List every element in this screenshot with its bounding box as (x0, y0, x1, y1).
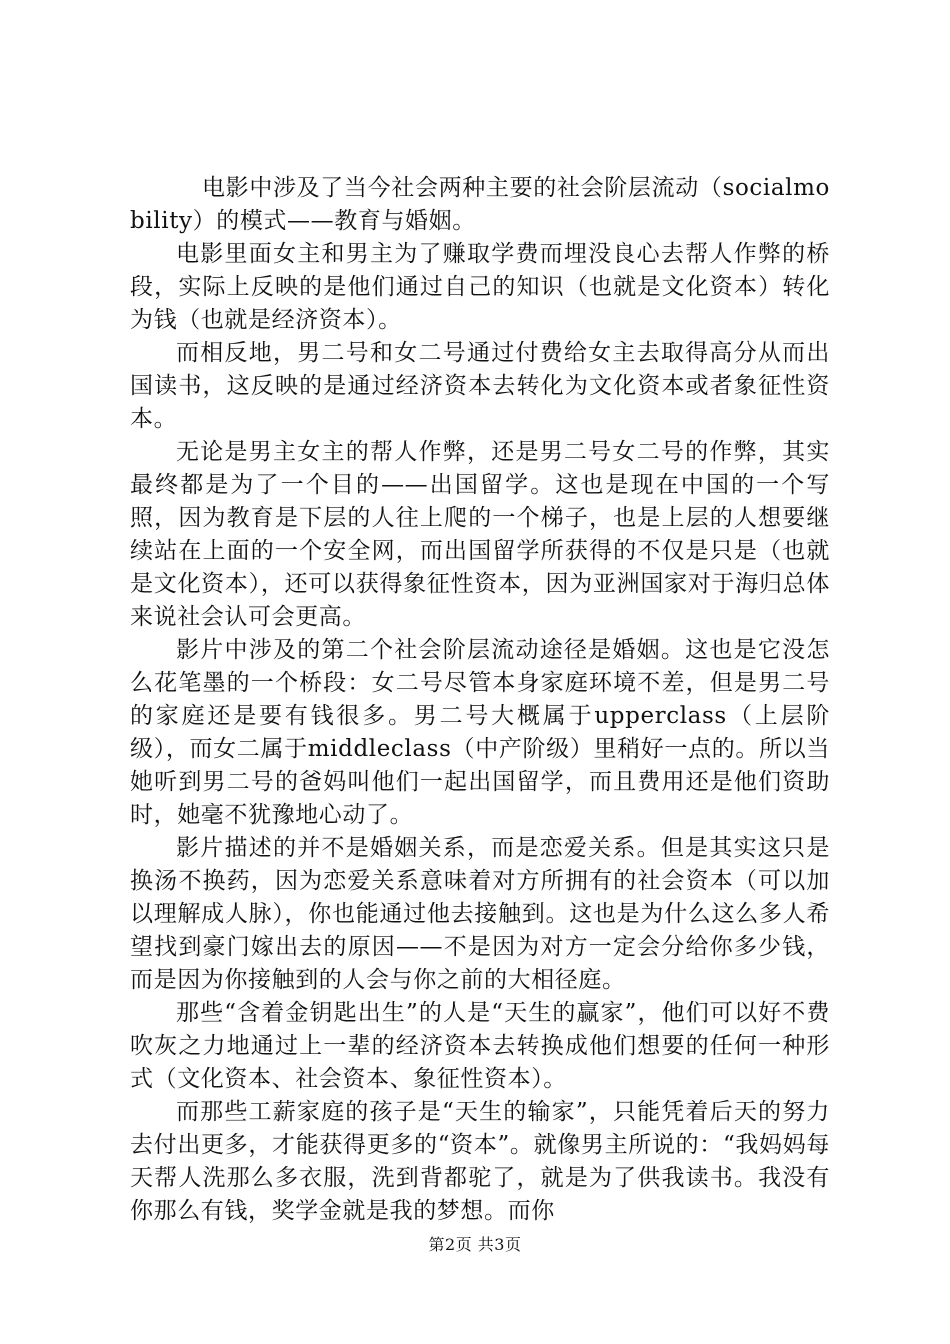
paragraph-8: 而那些工薪家庭的孩子是“天生的输家”，只能凭着后天的努力去付出更多，才能获得更多的“资本”。就像男主所说的：“我妈妈每天帮人洗那么多衣服，洗到背都驼了，就是为了供我读书。我没有你那么有钱，奖学金就是我的梦想。而你 (130, 1099, 830, 1224)
paragraph-7: 那些“含着金钥匙出生”的人是“天生的赢家”，他们可以好不费吹灰之力地通过上一辈的经济资本去转换成他们想要的任何一种形式（文化资本、社会资本、象征性资本）。 (130, 1000, 830, 1092)
paragraph-4: 无论是男主女主的帮人作弊，还是男二号女二号的作弊，其实最终都是为了一个目的——出国留学。这也是现在中国的一个写照，因为教育是下层的人往上爬的一个梯子，也是上层的人想要继续站在上面的一个安全网，而出国留学所获得的不仅是只是（也就是文化资本），还可以获得象征性资本，因为亚洲国家对于海归总体来说社会认可会更高。 (130, 439, 830, 630)
document-body (130, 172, 830, 1228)
paragraph-2: 电影里面女主和男主为了赚取学费而埋没良心去帮人作弊的桥段，实际上反映的是他们通过自己的知识（也就是文化资本）转化为钱（也就是经济资本）。 (130, 241, 830, 333)
paragraph-1: 电影中涉及了当今社会两种主要的社会阶层流动（socialmobility）的模式——教育与婚姻。 (130, 175, 830, 234)
paragraph-6: 影片描述的并不是婚姻关系，而是恋爱关系。但是其实这只是换汤不换药，因为恋爱关系意味着对方所拥有的社会资本（可以加以理解成人脉），你也能通过他去接触到。这也是为什么这么多人希望找到豪门嫁出去的原因——不是因为对方一定会分给你多少钱，而是因为你接触到的人会与你之前的大相径庭。 (130, 835, 830, 993)
paragraph-5: 影片中涉及的第二个社会阶层流动途径是婚姻。这也是它没怎么花笔墨的一个桥段：女二号尽管本身家庭环境不差，但是男二号的家庭还是要有钱很多。男二号大概属于upperclass（上层阶级），而女二属于middleclass（中产阶级）里稍好一点的。所以当她听到男二号的爸妈叫他们一起出国留学，而且费用还是他们资助时，她毫不犹豫地心动了。 (130, 637, 830, 828)
paragraph-3: 而相反地，男二号和女二号通过付费给女主去取得高分从而出国读书，这反映的是通过经济资本去转化为文化资本或者象征性资本。 (130, 340, 830, 432)
page-number-footer: 第2页 共3页 (428, 1235, 522, 1254)
